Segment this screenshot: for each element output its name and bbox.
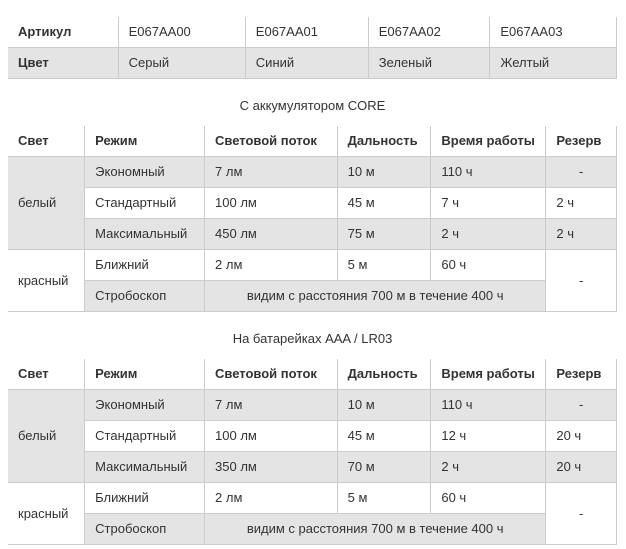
spec-row [8, 281, 617, 312]
column-header-mode: Режим [85, 126, 205, 157]
range-cell: 10 м [337, 390, 431, 421]
column-header-time: Время работы [431, 126, 546, 157]
article-cell: E067AA02 [368, 17, 490, 48]
column-header-time: Время работы [431, 359, 546, 390]
spec-header-row [8, 126, 617, 157]
mode-cell: Стробоскоп [85, 514, 205, 545]
color-cell: Синий [245, 48, 368, 79]
range-cell: 70 м [337, 452, 431, 483]
reserve-cell: 2 ч [546, 188, 617, 219]
mode-cell: Ближний [85, 250, 205, 281]
spec-row [8, 483, 617, 514]
flux-cell: 100 лм [205, 421, 338, 452]
reserve-cell: 20 ч [546, 421, 617, 452]
spec-table-aaa [8, 359, 617, 545]
article-row [8, 17, 617, 48]
article-label-cell: Артикул [8, 17, 118, 48]
time-cell: 2 ч [431, 219, 546, 250]
reserve-cell: 2 ч [546, 219, 617, 250]
time-cell: 110 ч [431, 157, 546, 188]
mode-cell: Стандартный [85, 188, 205, 219]
reserve-cell: - [546, 483, 617, 545]
reserve-cell: 20 ч [546, 452, 617, 483]
flux-cell: 2 лм [205, 250, 338, 281]
light-cell-red: красный [8, 250, 85, 312]
time-cell: 7 ч [431, 188, 546, 219]
column-header-mode: Режим [85, 359, 205, 390]
flux-cell: 350 лм [205, 452, 338, 483]
time-cell: 110 ч [431, 390, 546, 421]
mode-cell: Экономный [85, 390, 205, 421]
strobe-note-cell: видим с расстояния 700 м в течение 400 ч [205, 281, 546, 312]
mode-cell: Стробоскоп [85, 281, 205, 312]
article-cell: E067AA03 [490, 17, 617, 48]
range-cell: 45 м [337, 188, 431, 219]
mode-cell: Экономный [85, 157, 205, 188]
flux-cell: 450 лм [205, 219, 338, 250]
light-cell-white: белый [8, 390, 85, 483]
mode-cell: Максимальный [85, 452, 205, 483]
range-cell: 75 м [337, 219, 431, 250]
time-cell: 60 ч [431, 250, 546, 281]
column-header-light: Свет [8, 126, 85, 157]
range-cell: 45 м [337, 421, 431, 452]
column-header-range: Дальность [337, 359, 431, 390]
spec-row [8, 219, 617, 250]
spec-row [8, 157, 617, 188]
light-cell-white: белый [8, 157, 85, 250]
mode-cell: Максимальный [85, 219, 205, 250]
spec-row [8, 514, 617, 545]
reserve-cell: - [546, 157, 617, 188]
mode-cell: Ближний [85, 483, 205, 514]
spec-row [8, 452, 617, 483]
time-cell: 12 ч [431, 421, 546, 452]
color-cell: Зеленый [368, 48, 490, 79]
spec-row [8, 390, 617, 421]
time-cell: 2 ч [431, 452, 546, 483]
time-cell: 60 ч [431, 483, 546, 514]
flux-cell: 7 лм [205, 390, 338, 421]
column-header-flux: Световой поток [205, 359, 338, 390]
variants-table [8, 17, 617, 79]
column-header-flux: Световой поток [205, 126, 338, 157]
range-cell: 5 м [337, 483, 431, 514]
flux-cell: 100 лм [205, 188, 338, 219]
spec-row [8, 421, 617, 452]
color-row [8, 48, 617, 79]
reserve-cell: - [546, 390, 617, 421]
range-cell: 5 м [337, 250, 431, 281]
section-title-core: С аккумулятором CORE [239, 98, 386, 113]
range-cell: 10 м [337, 157, 431, 188]
strobe-note-cell: видим с расстояния 700 м в течение 400 ч [205, 514, 546, 545]
spec-row [8, 250, 617, 281]
article-cell: E067AA01 [245, 17, 368, 48]
color-cell: Желтый [490, 48, 617, 79]
color-label-cell: Цвет [8, 48, 118, 79]
color-cell: Серый [118, 48, 245, 79]
light-cell-red: красный [8, 483, 85, 545]
column-header-light: Свет [8, 359, 85, 390]
spec-header-row [8, 359, 617, 390]
spec-table-core [8, 126, 617, 312]
spec-row [8, 188, 617, 219]
column-header-reserve: Резерв [546, 126, 617, 157]
article-cell: E067AA00 [118, 17, 245, 48]
column-header-range: Дальность [337, 126, 431, 157]
section-title-aaa: На батарейках AAA / LR03 [232, 331, 393, 346]
reserve-cell: - [546, 250, 617, 312]
flux-cell: 2 лм [205, 483, 338, 514]
column-header-reserve: Резерв [546, 359, 617, 390]
flux-cell: 7 лм [205, 157, 338, 188]
mode-cell: Стандартный [85, 421, 205, 452]
